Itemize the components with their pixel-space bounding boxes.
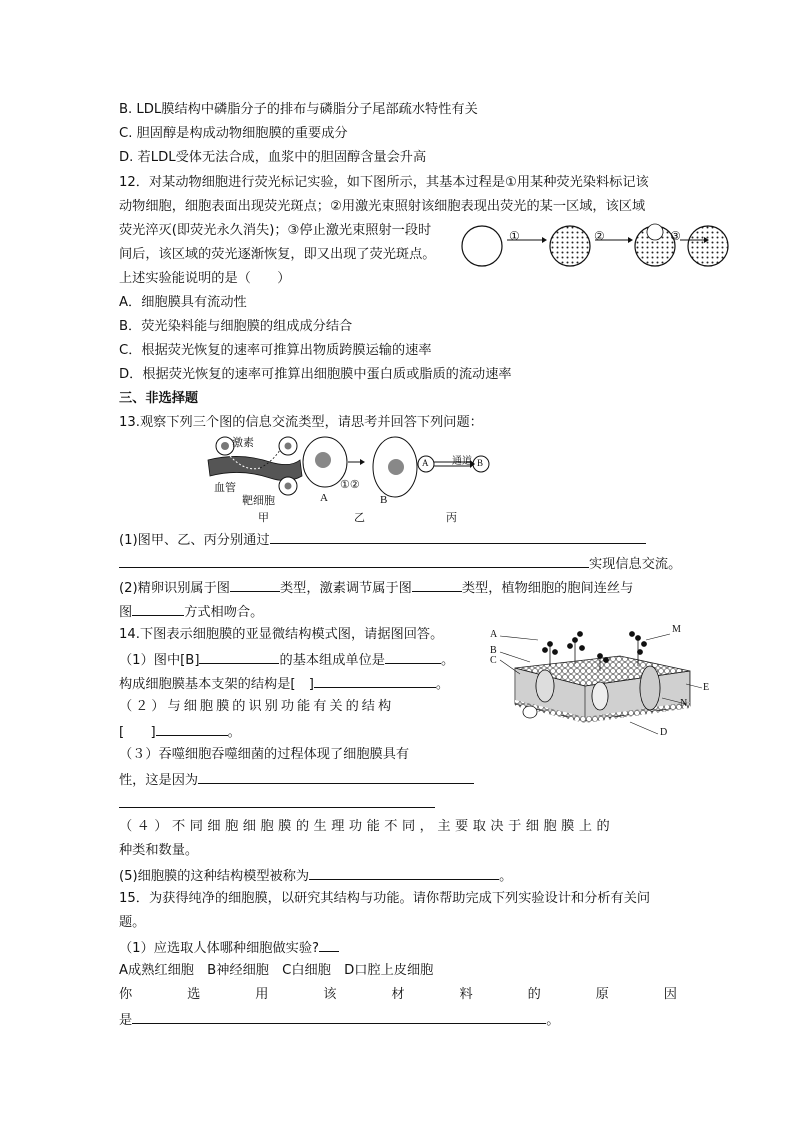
q13-fig-bing: 丙 — [446, 512, 457, 524]
q14-sub3-line3 — [119, 794, 435, 814]
q15-reason-word: 该 — [323, 987, 337, 1002]
q13-sub2-text-b: 类型，激素调节属于图 — [280, 581, 412, 596]
q14-fig-label-b: B — [490, 645, 497, 656]
q15-reason-word: 材 — [391, 987, 405, 1002]
q14-s3-blank2[interactable] — [119, 794, 435, 808]
q14-sub5 — [119, 866, 512, 886]
q13-fig-yi: 乙 — [354, 512, 365, 524]
q14-s1-text-c: 。 — [440, 653, 455, 668]
q14-s1-blank1[interactable] — [199, 650, 279, 664]
q13-vessel-label: 血管 — [214, 482, 236, 494]
q14-fig-label-c: C — [490, 655, 497, 666]
cell-labeled — [550, 226, 590, 266]
q15-reason-word: 原 — [595, 987, 609, 1002]
q15-reason-word: 因 — [663, 987, 677, 1002]
q13-cell-b-label: B — [380, 494, 388, 506]
q14-sub1-line1 — [119, 650, 454, 670]
q14-s2-blank[interactable] — [156, 722, 228, 736]
q14-s1-text-b: 的基本组成单位是 — [279, 653, 385, 668]
q13-sub2-line2 — [119, 602, 263, 622]
q12-step-1: ① — [509, 229, 520, 243]
q15-reason-shi: 是 — [119, 1013, 133, 1028]
q13-sub2-blank2[interactable] — [412, 578, 462, 592]
q14-fig-label-n: N — [680, 698, 688, 709]
q14-membrane-figure — [490, 626, 715, 756]
q12-stem-line5: 上述实验能说明的是（ ） — [119, 271, 291, 286]
q13-sub2-text-d: 图 — [119, 605, 133, 620]
q11-option-c: C. 胆固醇是构成动物细胞膜的重要成分 — [119, 126, 348, 141]
q12-stem-line4: 间后，该区域的荧光逐渐恢复，即又出现了荧光斑点。 — [119, 247, 436, 262]
q11-option-d: D. 若LDL受体无法合成，血浆中的胆固醇含量会升高 — [119, 150, 427, 165]
q15-reason-blank[interactable] — [132, 1010, 546, 1024]
q15-reason-word: 料 — [459, 987, 473, 1002]
q12-option-c: C．根据荧光恢复的速率可推算出物质跨膜运输的速率 — [119, 343, 432, 358]
q14-s2-text-c: 。 — [227, 725, 241, 740]
q13-channel-label: 通道 — [452, 456, 472, 467]
q14-sub2-line1: （２）与细胞膜的识别功能有关的结构 — [119, 699, 395, 714]
q15-reason-word: 选 — [187, 987, 201, 1002]
q13-sub2-text-c: 类型，植物细胞的胞间连丝与 — [461, 581, 634, 596]
q13-sub2-blank3[interactable] — [132, 602, 184, 616]
q13-sub1-suffix: 实现信息交流。 — [589, 557, 682, 572]
q13-sub2-text-e: 方式相吻合。 — [184, 605, 264, 620]
q13-node-a: A — [422, 458, 429, 468]
q13-sub1-line1 — [119, 530, 646, 550]
q14-stem: 14.下图表示细胞膜的亚显微结构模式图，请据图回答。 — [119, 627, 444, 642]
q13-steps-label: ①② — [340, 479, 360, 491]
cell-unlabeled — [462, 226, 502, 266]
q13-sub2-blank1[interactable] — [230, 578, 280, 592]
q12-fluorescence-figure — [460, 220, 730, 272]
q14-fig-label-m: M — [672, 624, 681, 635]
q14-s1-text-a: （1）图中[B] — [119, 653, 200, 668]
q12-option-d: D．根据荧光恢复的速率可推算出细胞膜中蛋白质或脂质的流动速率 — [119, 367, 512, 382]
q14-s3-blank1[interactable] — [198, 770, 474, 784]
q12-stem-line1: 12．对某动物细胞进行荧光标记实验，如下图所示，其基本过程是①用某种荧光染料标记该 — [119, 175, 649, 190]
q13-sub1-prefix: (1)图甲、乙、丙分别通过 — [119, 533, 270, 548]
q15-options: A成熟红细胞 B神经细胞 C白细胞 D口腔上皮细胞 — [119, 963, 434, 978]
q11-option-b: B. LDL膜结构中磷脂分子的排布与磷脂分子尾部疏水特性有关 — [119, 102, 478, 117]
q15-reason-word: 用 — [255, 987, 269, 1002]
q14-s1-text-d: 构成细胞膜基本支架的结构是[ ] — [119, 677, 314, 692]
q14-s1-text-e: 。 — [435, 677, 450, 692]
q13-fig-jia: 甲 — [258, 512, 269, 524]
q14-s1-blank3[interactable] — [314, 674, 436, 688]
cell-recovered — [688, 226, 728, 266]
q13-sub1-blank2[interactable] — [119, 554, 589, 568]
q13-target-cell-label: 靶细胞 — [242, 495, 275, 507]
q12-option-b: B．荧光染料能与细胞膜的组成成分结合 — [119, 319, 353, 334]
q13-hormone-label: 激素 — [232, 437, 254, 449]
section-heading: 三、非选择题 — [119, 391, 199, 406]
q12-stem-line2: 动物细胞，细胞表面出现荧光斑点；②用激光束照射该细胞表现出荧光的某一区域，该区域 — [119, 199, 646, 214]
q14-s1-blank2[interactable] — [385, 650, 441, 664]
q13-sub2-text-a: (2)精卵识别属于图 — [119, 581, 230, 596]
q15-s1-text: （1）应选取人体哪种细胞做实验? — [119, 941, 320, 956]
q15-stem-line2: 题。 — [119, 915, 146, 930]
q14-sub1-line2 — [119, 674, 449, 694]
q13-stem: 13.观察下列三个图的信息交流类型，请思考并回答下列问题： — [119, 415, 483, 430]
q14-s3-text-b: 性，这是因为 — [119, 773, 199, 788]
q14-sub2-line2 — [119, 722, 241, 742]
q14-fig-label-e: E — [703, 682, 710, 693]
q12-step-2: ② — [594, 229, 605, 243]
q14-s5-text-a: (5)细胞膜的这种结构模型被称为 — [119, 869, 310, 884]
q13-sub1-blank1[interactable] — [270, 530, 646, 544]
q12-option-a: A．细胞膜具有流动性 — [119, 295, 247, 310]
q14-sub3-line1: （３）吞噬细胞吞噬细菌的过程体现了细胞膜具有 — [119, 747, 410, 762]
q14-sub3-line2 — [119, 770, 474, 790]
q15-reason-word: 你 — [119, 987, 133, 1002]
q15-stem-line1: 15．为获得纯净的细胞膜，以研究其结构与功能。请你帮助完成下列实验设计和分析有关问 — [119, 891, 651, 906]
q13-sub2-line1 — [119, 578, 633, 598]
q13-node-b: B — [477, 458, 484, 468]
q14-s2-bracket: [ ] — [119, 725, 156, 740]
q14-s5-blank[interactable] — [309, 866, 499, 880]
q12-stem-line3: 荧光淬灭(即荧光永久消失)；③停止激光束照射一段时 — [119, 223, 432, 238]
q14-fig-label-d: D — [660, 727, 668, 738]
q12-step-3: ③ — [670, 229, 681, 243]
q15-reason-line2 — [119, 1010, 559, 1030]
q14-sub4-line2: 种类和数量。 — [119, 843, 199, 858]
q13-cell-a-label: A — [320, 492, 328, 504]
q14-fig-label-a: A — [490, 629, 498, 640]
q15-reason-end: 。 — [546, 1013, 560, 1028]
q15-reason-line1 — [119, 986, 677, 1004]
q13-sub1-line2 — [119, 554, 681, 574]
q15-sub1 — [119, 938, 339, 958]
q15-s1-blank[interactable] — [319, 938, 339, 952]
q14-sub4-line1: （４）不同细胞细胞膜的生理功能不同，主要取决于细胞膜上的 — [119, 819, 615, 834]
q15-reason-word: 的 — [527, 987, 541, 1002]
q14-s5-text-b: 。 — [499, 869, 513, 884]
